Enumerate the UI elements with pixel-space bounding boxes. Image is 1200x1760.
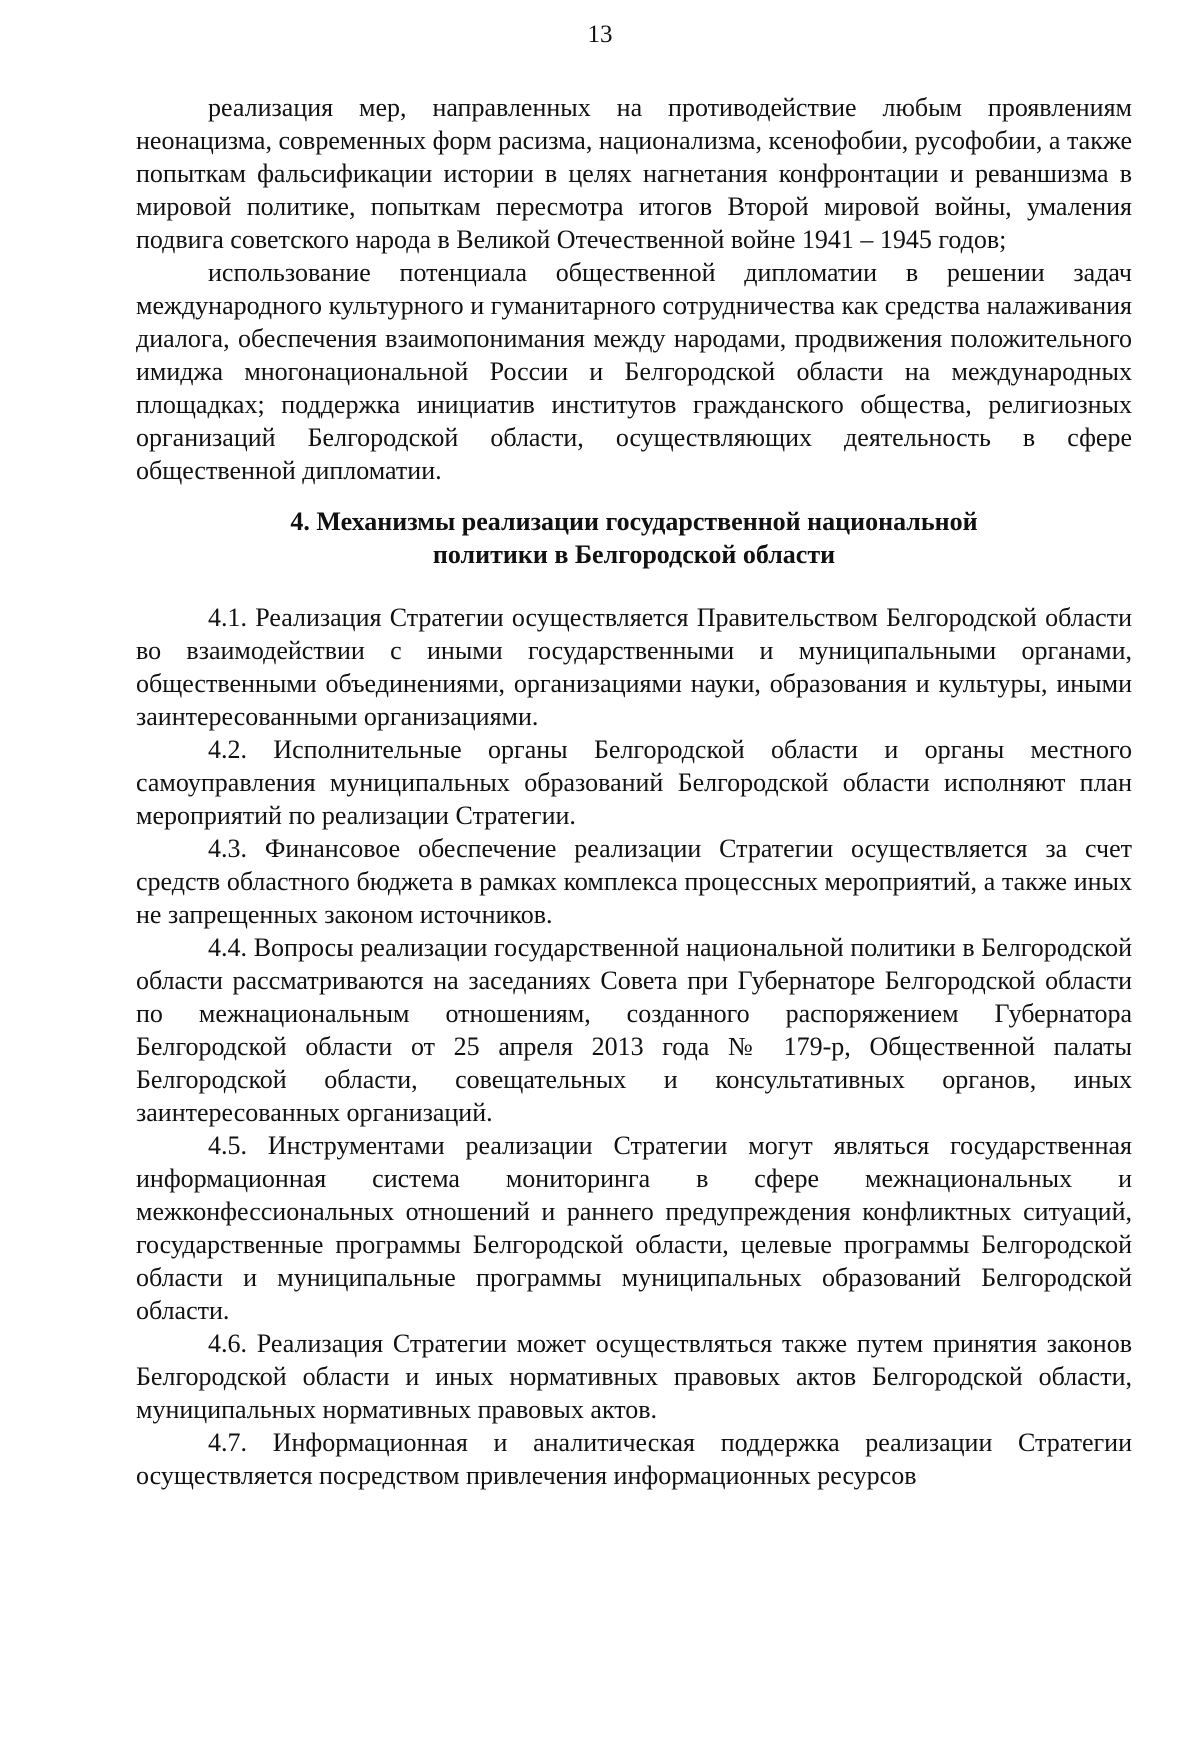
- clause-4-7: 4.7. Информационная и аналитическая поддержка реализации Стратегии осуществляется посредством привлечения информационных ресурсов: [136, 1428, 1132, 1490]
- clause-4-2: 4.2. Исполнительные органы Белгородской области и органы местного самоуправления муниципальных образований Белгородской области исполняют план мероприятий по реализации Стратегии.: [136, 735, 1132, 830]
- page-content: [136, 91, 1132, 1492]
- clause-4-4: 4.4. Вопросы реализации государственной национальной политики в Белгородской области рассматриваются на заседаниях Совета при Губернаторе Белгородской области по межнациональным отношениям, созданного распоряжением Губернатора Белгородской области от 25 апреля 2013 года № 179-р, Общественной палаты Белгородской области, совещательных и консультативных органов, иных заинтересованных организаций.: [136, 933, 1132, 1127]
- section-heading-line-2: политики в Белгородской области: [432, 540, 836, 569]
- section-heading-line-1: 4. Механизмы реализации государственной национальной: [290, 507, 978, 536]
- clause-4-5: 4.5. Инструментами реализации Стратегии могут являться государственная информационная система мониторинга в сфере межнациональных и межконфессиональных отношений и раннего предупреждения конфликтных ситуаций, государственные программы Белгородской области, целевые программы Белгородской области и муниципальные программы муниципальных образований Белгородской области.: [136, 1131, 1132, 1325]
- paragraph-public-diplomacy: использование потенциала общественной дипломатии в решении задач международного культурного и гуманитарного сотрудничества как средства налаживания диалога, обеспечения взаимопонимания между народами, продвижения положительного имиджа многонациональной России и Белгородской области на международных площадках; поддержка инициатив институтов гражданского общества, религиозных организаций Белгородской области, осуществляющих деятельность в сфере общественной дипломатии.: [136, 258, 1132, 485]
- clause-4-1: 4.1. Реализация Стратегии осуществляется Правительством Белгородской области во взаимодействии с иными государственными и муниципальными органами, общественными объединениями, организациями науки, образования и культуры, иными заинтересованными организациями.: [136, 603, 1132, 731]
- page-number: 13: [587, 21, 613, 48]
- clause-4-6: 4.6. Реализация Стратегии может осуществляться также путем принятия законов Белгородской области и иных нормативных правовых актов Белгородской области, муниципальных нормативных правовых актов.: [136, 1329, 1132, 1424]
- paragraph-neonazism-countermeasures: реализация мер, направленных на противодействие любым проявлениям неонацизма, современных форм расизма, национализма, ксенофобии, русофобии, а также попыткам фальсификации истории в целях нагнетания конфронтации и реваншизма в мировой политике, попыткам пересмотра итогов Второй мировой войны, умаления подвига советского народа в Великой Отечественной войне 1941 – 1945 годов;: [136, 93, 1132, 254]
- clause-4-3: 4.3. Финансовое обеспечение реализации Стратегии осуществляется за счет средств областного бюджета в рамках комплекса процессных мероприятий, а также иных не запрещенных законом источников.: [136, 834, 1132, 929]
- section-heading: [136, 505, 1132, 571]
